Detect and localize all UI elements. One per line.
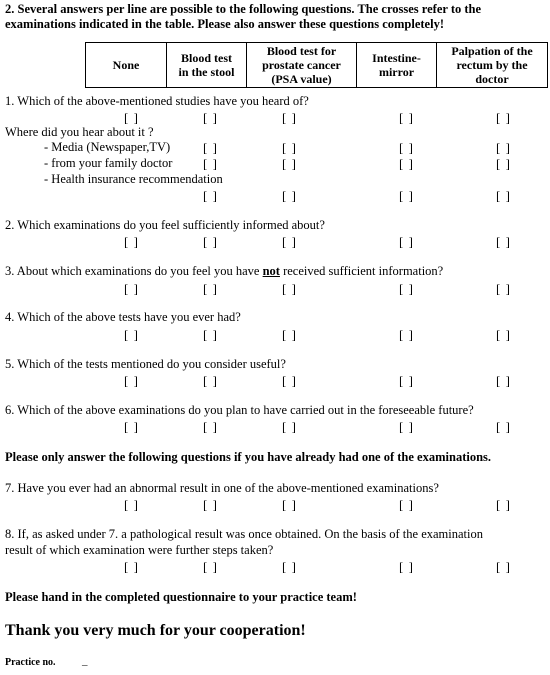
checkbox[interactable]: [ ]: [124, 234, 139, 249]
question-8-line-1: 8. If, as asked under 7. a pathological result was once obtained. On the basis of the examination: [5, 527, 483, 541]
hand-in-instruction: Please hand in the completed questionnaire to your practice team!: [5, 590, 357, 604]
examinations-header-table: [85, 42, 548, 88]
checkbox[interactable]: [ ]: [282, 156, 297, 171]
question-3-not: not: [262, 264, 280, 278]
checkbox[interactable]: [ ]: [203, 497, 218, 512]
checkbox[interactable]: [ ]: [496, 419, 511, 434]
checkbox[interactable]: [ ]: [203, 188, 218, 203]
checkbox[interactable]: [ ]: [496, 188, 511, 203]
question-2: 2. Which examinations do you feel sufficiently informed about?: [5, 218, 325, 232]
checkbox[interactable]: [ ]: [399, 327, 414, 342]
thank-you: Thank you very much for your cooperation!: [5, 622, 306, 639]
checkbox[interactable]: [ ]: [124, 327, 139, 342]
checkbox[interactable]: [ ]: [399, 559, 414, 574]
checkbox[interactable]: [ ]: [124, 110, 139, 125]
checkbox[interactable]: [ ]: [399, 156, 414, 171]
question-3-end: received sufficient information?: [279, 264, 444, 278]
source-media: - Media (Newspaper,TV): [44, 140, 171, 154]
checkbox[interactable]: [ ]: [496, 327, 511, 342]
question-6: 6. Which of the above examinations do you plan to have carried out in the foreseeable future?: [5, 403, 474, 417]
checkbox[interactable]: [ ]: [399, 373, 414, 388]
checkbox[interactable]: [ ]: [124, 559, 139, 574]
checkbox[interactable]: [ ]: [282, 419, 297, 434]
checkbox[interactable]: [ ]: [399, 281, 414, 296]
checkbox[interactable]: [ ]: [124, 497, 139, 512]
source-health-insurance: - Health insurance recommendation: [44, 172, 223, 186]
checkbox[interactable]: [ ]: [282, 559, 297, 574]
question-5: 5. Which of the tests mentioned do you consider useful?: [5, 357, 286, 371]
checkbox[interactable]: [ ]: [399, 234, 414, 249]
checkbox[interactable]: [ ]: [282, 234, 297, 249]
column-palpation: Palpation of the rectum by the doctor: [436, 43, 547, 87]
column-psa: Blood test for prostate cancer (PSA value): [246, 43, 356, 87]
checkbox[interactable]: [ ]: [124, 419, 139, 434]
checkbox[interactable]: [ ]: [124, 373, 139, 388]
checkbox[interactable]: [ ]: [203, 373, 218, 388]
question-3-start: 3. About which examinations do you feel you have: [5, 264, 263, 278]
checkbox[interactable]: [ ]: [399, 188, 414, 203]
checkbox[interactable]: [ ]: [496, 373, 511, 388]
question-4: 4. Which of the above tests have you ever had?: [5, 310, 241, 324]
checkbox[interactable]: [ ]: [203, 234, 218, 249]
checkbox[interactable]: [ ]: [282, 140, 297, 155]
checkbox[interactable]: [ ]: [203, 559, 218, 574]
checkbox[interactable]: [ ]: [496, 234, 511, 249]
column-none: None: [112, 58, 140, 72]
column-blood-test-stool: Blood test in the stool: [166, 43, 246, 87]
checkbox[interactable]: [ ]: [282, 373, 297, 388]
checkbox[interactable]: [ ]: [399, 497, 414, 512]
question-3: [5, 264, 443, 279]
checkbox[interactable]: [ ]: [496, 559, 511, 574]
checkbox[interactable]: [ ]: [496, 110, 511, 125]
checkbox[interactable]: [ ]: [282, 497, 297, 512]
checkbox[interactable]: [ ]: [399, 419, 414, 434]
checkbox[interactable]: [ ]: [282, 281, 297, 296]
checkbox[interactable]: [ ]: [203, 140, 218, 155]
intro-line-1: 2. Several answers per line are possible to the following questions. The crosses refer to the: [5, 2, 482, 16]
checkbox[interactable]: [ ]: [203, 327, 218, 342]
practice-number-label: Practice no.: [5, 657, 56, 668]
checkbox[interactable]: [ ]: [203, 419, 218, 434]
source-family-doctor: - from your family doctor: [44, 156, 173, 170]
column-intestine-mirror: Intestine-mirror: [356, 43, 436, 87]
question-7: 7. Have you ever had an abnormal result in one of the above-mentioned examinations?: [5, 481, 439, 495]
checkbox[interactable]: [ ]: [203, 156, 218, 171]
checkbox[interactable]: [ ]: [496, 140, 511, 155]
checkbox[interactable]: [ ]: [496, 497, 511, 512]
intro-line-2: examinations indicated in the table. Please also answer these questions completely!: [5, 17, 444, 31]
checkbox[interactable]: [ ]: [496, 156, 511, 171]
practice-number-field[interactable]: _: [82, 655, 88, 667]
checkbox[interactable]: [ ]: [282, 327, 297, 342]
checkbox[interactable]: [ ]: [496, 281, 511, 296]
question-8-line-2: result of which examination were further steps taken?: [5, 543, 274, 557]
checkbox[interactable]: [ ]: [399, 140, 414, 155]
conditional-note: Please only answer the following questions if you have already had one of the examinations.: [5, 450, 492, 464]
checkbox[interactable]: [ ]: [282, 110, 297, 125]
checkbox[interactable]: [ ]: [282, 188, 297, 203]
question-1: 1. Which of the above-mentioned studies have you heard of?: [5, 94, 309, 108]
checkbox[interactable]: [ ]: [203, 110, 218, 125]
checkbox[interactable]: [ ]: [399, 110, 414, 125]
question-1-where: Where did you hear about it ?: [5, 125, 154, 139]
checkbox[interactable]: [ ]: [203, 281, 218, 296]
checkbox[interactable]: [ ]: [124, 281, 139, 296]
